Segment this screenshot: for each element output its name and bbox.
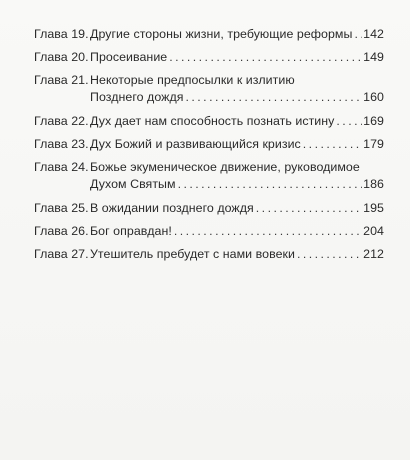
chapter-title: Утешитель пребудет с нами вовеки [90, 247, 295, 261]
dot-leader [256, 201, 362, 216]
chapter-title: Просеивание [90, 50, 168, 64]
dot-leader [336, 114, 362, 129]
dot-leader [169, 50, 362, 65]
chapter-number: Глава 22. [34, 114, 89, 128]
chapter-title: Некоторые предпосылки к излитию [90, 73, 295, 87]
toc-entry [34, 27, 384, 42]
toc-entry [34, 137, 384, 152]
chapter-title: Бог оправдан! [90, 224, 172, 238]
toc-entry [34, 73, 384, 105]
page-number: 195 [363, 201, 384, 215]
dot-leader [297, 247, 362, 262]
dot-leader [354, 27, 362, 42]
chapter-number: Глава 25. [34, 201, 89, 215]
page-number: 204 [363, 224, 384, 238]
chapter-title: Дух дает нам способность познать истину [90, 114, 335, 128]
chapter-number: Глава 26. [34, 224, 89, 238]
toc-entry [34, 50, 384, 65]
toc-entry [34, 224, 384, 239]
page-number: 160 [363, 90, 384, 104]
page-number: 142 [363, 27, 384, 41]
page-number: 169 [363, 114, 384, 128]
page-number: 149 [363, 50, 384, 64]
dot-leader [178, 177, 363, 192]
chapter-number: Глава 21. [34, 73, 89, 87]
chapter-number: Глава 23. [34, 137, 89, 151]
page-number: 186 [363, 177, 384, 191]
chapter-title: Другие стороны жизни, требующие реформы [90, 27, 353, 41]
dot-leader [186, 90, 363, 105]
dot-leader [303, 137, 362, 152]
chapter-title-continued: Позднего дождя [90, 90, 184, 104]
toc-entry [34, 160, 384, 192]
dot-leader [174, 224, 362, 239]
chapter-title: Божье экуменическое движение, руководимое [90, 160, 360, 174]
toc-entry [34, 114, 384, 129]
chapter-number: Глава 27. [34, 247, 89, 261]
page-number: 179 [363, 137, 384, 151]
chapter-number: Глава 20. [34, 50, 89, 64]
chapter-number: Глава 19. [34, 27, 89, 41]
toc-entry [34, 201, 384, 216]
chapter-title: Дух Божий и развивающийся кризис [90, 137, 301, 151]
chapter-title-continued: Духом Святым [90, 177, 176, 191]
chapter-number: Глава 24. [34, 160, 89, 174]
table-of-contents [34, 27, 384, 262]
page-number: 212 [363, 247, 384, 261]
toc-entry [34, 247, 384, 262]
chapter-title: В ожидании позднего дождя [90, 201, 254, 215]
